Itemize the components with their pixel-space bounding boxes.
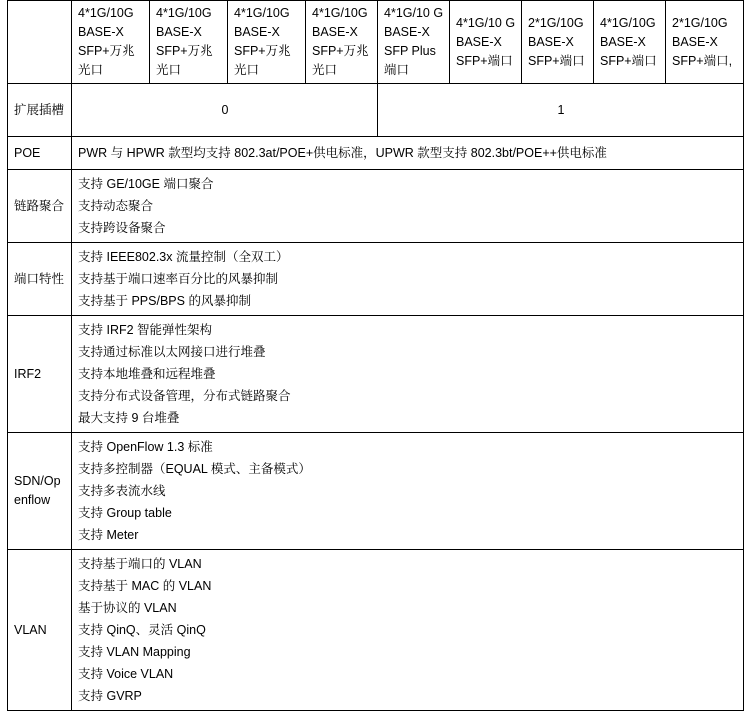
irf2-line-4: 支持分布式设备管理，分布式链路聚合 [78,389,291,403]
sdn-openflow-value [72,433,744,550]
row-label-irf2: IRF2 [8,316,72,433]
port-features-line-3: 支持基于 PPS/BPS 的风暴抑制 [78,294,251,308]
link-aggregation-line-3: 支持跨设备聚合 [78,221,166,235]
row-label-expansion-slot: 扩展插槽 [8,84,72,137]
vlan-line-1: 支持基于端口的 VLAN [78,557,202,571]
vlan-lines [78,553,738,707]
irf2-value [72,316,744,433]
table-row-sdn-openflow [8,433,744,550]
vlan-line-3: 基于协议的 VLAN [78,601,177,615]
table-row-vlan [8,550,744,711]
port-cell-8: 4*1G/10G BASE-X SFP+端口 [594,1,666,84]
vlan-line-4: 支持 QinQ、灵活 QinQ [78,623,206,637]
link-aggregation-line-1: 支持 GE/10GE 端口聚合 [78,177,214,191]
vlan-value [72,550,744,711]
vlan-line-7: 支持 GVRP [78,689,142,703]
irf2-line-1: 支持 IRF2 智能弹性架构 [78,323,213,337]
link-aggregation-lines [78,173,738,239]
port-cell-3: 4*1G/10G BASE-X SFP+万兆光口 [228,1,306,84]
expansion-slot-value-left: 0 [72,84,378,137]
sdn-openflow-line-5: 支持 Meter [78,528,139,542]
port-cell-9: 2*1G/10G BASE-X SFP+端口, [666,1,744,84]
link-aggregation-value [72,170,744,243]
irf2-line-3: 支持本地堆叠和远程堆叠 [78,367,216,381]
row-label-port-features: 端口特性 [8,243,72,316]
table-row-ports [8,1,744,84]
port-features-value [72,243,744,316]
irf2-lines [78,319,738,429]
table-row-irf2 [8,316,744,433]
port-features-lines [78,246,738,312]
irf2-line-5: 最大支持 9 台堆叠 [78,411,180,425]
specification-table [7,0,744,711]
vlan-line-2: 支持基于 MAC 的 VLAN [78,579,212,593]
sdn-openflow-line-1: 支持 OpenFlow 1.3 标准 [78,440,213,454]
port-row-empty-label [8,1,72,84]
port-cell-7: 2*1G/10G BASE-X SFP+端口 [522,1,594,84]
poe-value: PWR 与 HPWR 款型均支持 802.3at/POE+供电标准，UPWR 款型支持 802.3bt/POE++供电标准 [72,137,744,170]
table-row-link-aggregation [8,170,744,243]
row-label-poe: POE [8,137,72,170]
port-cell-5: 4*1G/10 G BASE-X SFP Plus 端口 [378,1,450,84]
table-row-port-features [8,243,744,316]
table-row-poe [8,137,744,170]
port-cell-2: 4*1G/10G BASE-X SFP+万兆光口 [150,1,228,84]
sdn-openflow-line-3: 支持多表流水线 [78,484,166,498]
table-row-expansion-slot [8,84,744,137]
port-features-line-2: 支持基于端口速率百分比的风暴抑制 [78,272,279,286]
sdn-openflow-lines [78,436,738,546]
sdn-openflow-line-4: 支持 Group table [78,506,172,520]
port-cell-1: 4*1G/10G BASE-X SFP+万兆光口 [72,1,150,84]
sdn-openflow-line-2: 支持多控制器（EQUAL 模式、主备模式） [78,462,311,476]
row-label-vlan: VLAN [8,550,72,711]
irf2-line-2: 支持通过标准以太网接口进行堆叠 [78,345,266,359]
port-cell-4: 4*1G/10G BASE-X SFP+万兆光口 [306,1,378,84]
port-features-line-1: 支持 IEEE802.3x 流量控制（全双工） [78,250,289,264]
port-cell-6: 4*1G/10 G BASE-X SFP+端口 [450,1,522,84]
vlan-line-6: 支持 Voice VLAN [78,667,174,681]
row-label-sdn-openflow: SDN/Openflow [8,433,72,550]
link-aggregation-line-2: 支持动态聚合 [78,199,154,213]
vlan-line-5: 支持 VLAN Mapping [78,645,191,659]
row-label-link-aggregation: 链路聚合 [8,170,72,243]
expansion-slot-value-right: 1 [378,84,744,137]
